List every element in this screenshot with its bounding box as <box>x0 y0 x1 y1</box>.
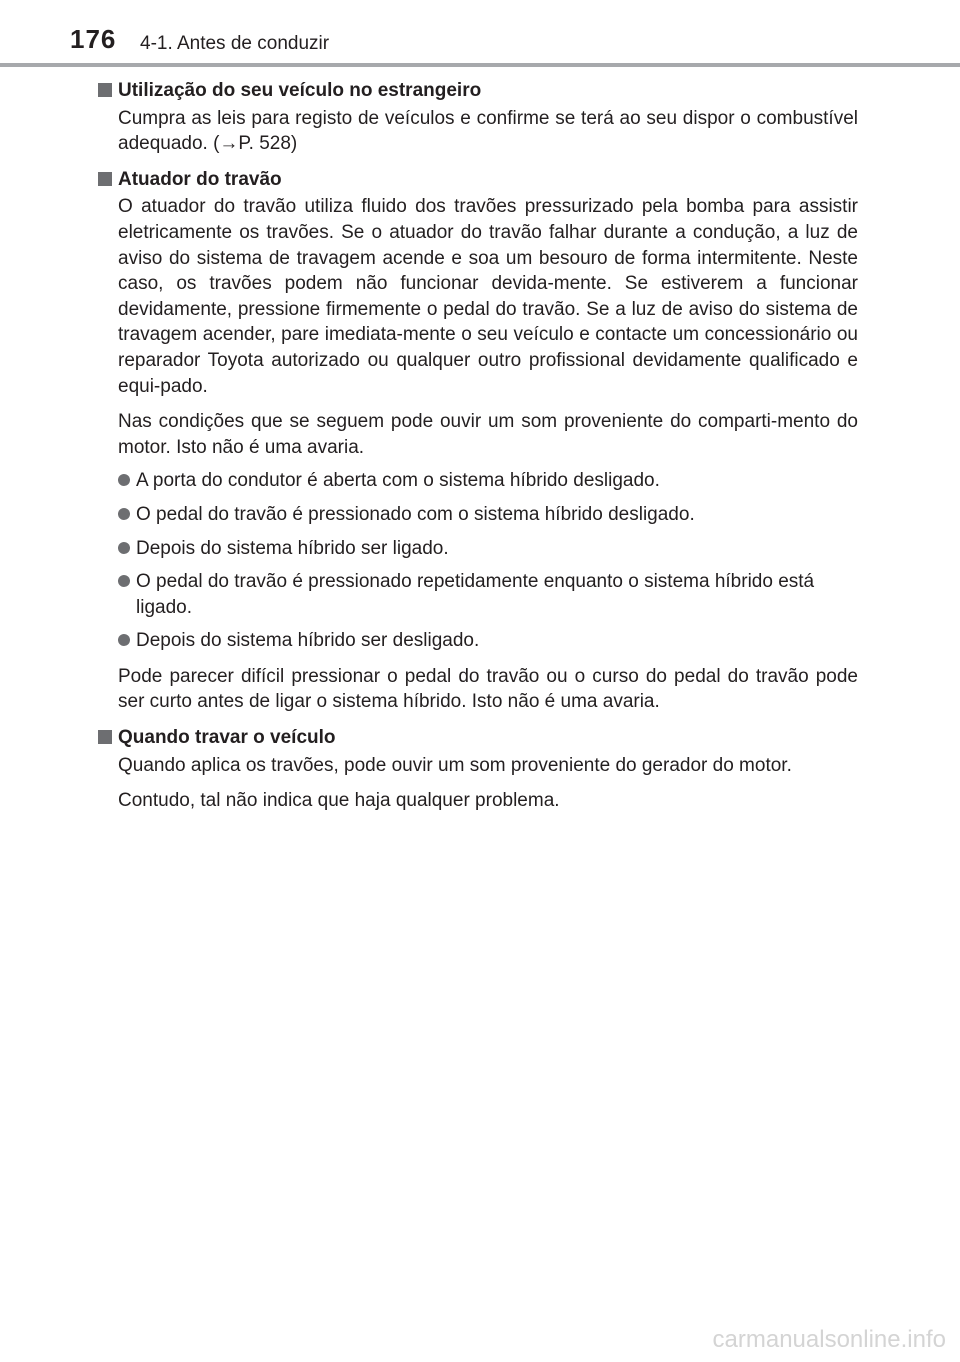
list-item <box>136 532 858 566</box>
list-item <box>136 498 858 532</box>
round-bullet-icon <box>118 474 130 486</box>
section-heading-text: Utilização do seu veículo no estrangeiro <box>118 80 482 101</box>
list-item <box>136 565 858 624</box>
list-item <box>136 464 858 498</box>
section-heading-text: Atuador do travão <box>118 168 282 190</box>
section-heading-abroad <box>98 78 858 104</box>
square-bullet-icon <box>98 172 112 186</box>
list-item-text: Depois do sistema híbrido ser desligado. <box>136 630 480 652</box>
round-bullet-icon <box>118 634 130 646</box>
round-bullet-icon <box>118 542 130 554</box>
paragraph: Cumpra as leis para registo de veículos e confirme se terá ao seu dispor o combustível adequado. (→P. 528) <box>118 107 858 155</box>
list-item-text: Depois do sistema híbrido ser ligado. <box>136 537 449 559</box>
header-rule <box>0 63 960 67</box>
list-item-text: O pedal do travão é pressionado repetidamente enquanto o sistema híbrido está ligado. <box>136 571 815 618</box>
chapter-title: 4-1. Antes de conduzir <box>140 33 330 54</box>
paragraph: Pode parecer difícil pressionar o pedal do travão ou o curso do pedal do travão pode ser curto antes de ligar o sistema híbrido. Isto não é uma avaria. <box>118 665 858 713</box>
page-number: 176 <box>70 24 117 54</box>
page-header <box>0 0 960 70</box>
list-item <box>136 624 858 658</box>
round-bullet-icon <box>118 508 130 520</box>
watermark: carmanualsonline.info <box>712 1326 946 1353</box>
paragraph: Contudo, tal não indica que haja qualquer problema. <box>118 790 560 812</box>
round-bullet-icon <box>118 575 130 587</box>
page-content <box>98 78 858 818</box>
list-item-text: A porta do condutor é aberta com o sistema híbrido desligado. <box>136 470 660 492</box>
paragraph: O atuador do travão utiliza fluido dos travões pressurizado pela bomba para assistir eletricamente os travões. Se o atuador do travão falhar durante a condução, a luz de aviso do sistema de travagem acende e soa um besouro de forma intermitente. Neste caso, os travões podem não funcionar devida-mente. Se estiverem a funcionar devidamente, pressione firmemente o pedal do travão. Se a luz de aviso do sistema de travagem acender, pare imediata-mente o seu veículo e contacte um concessionário ou reparador Toyota autorizado ou qualquer outro profissional devidamente qualificado e equi-pado. <box>118 196 858 397</box>
paragraph: Quando aplica os travões, pode ouvir um som proveniente do gerador do motor. <box>118 754 792 776</box>
paragraph: Nas condições que se seguem pode ouvir um som proveniente do comparti-mento do motor. Isto não é uma avaria. <box>118 411 858 458</box>
list-item-text: O pedal do travão é pressionado com o sistema híbrido desligado. <box>136 503 695 525</box>
section-heading-text: Quando travar o veículo <box>118 727 336 749</box>
section-heading-brake-actuator <box>98 167 858 193</box>
section-heading-braking <box>98 725 858 751</box>
square-bullet-icon <box>98 83 112 97</box>
square-bullet-icon <box>98 730 112 744</box>
